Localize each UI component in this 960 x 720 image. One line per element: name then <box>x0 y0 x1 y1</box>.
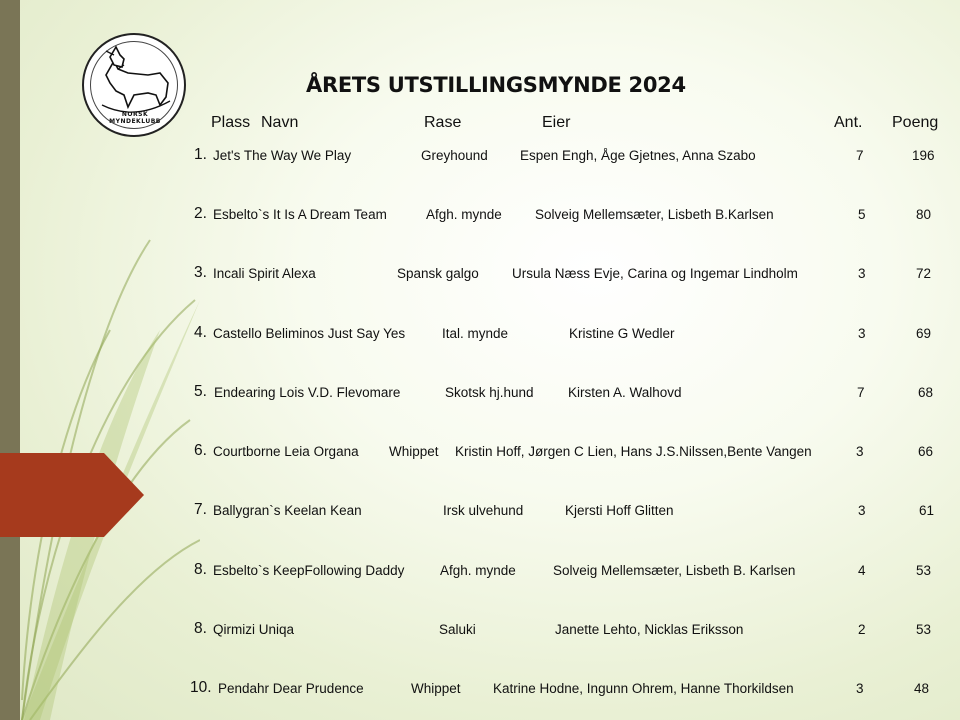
owner: Katrine Hodne, Ingunn Ohrem, Hanne Thorkildsen <box>493 681 794 696</box>
dog-name: Ballygran`s Keelan Kean <box>213 503 362 518</box>
count: 2 <box>858 622 866 637</box>
dog-name: Qirmizi Uniqa <box>213 622 295 637</box>
breed: Irsk ulvehund <box>443 503 524 518</box>
list-item <box>0 622 960 642</box>
breed: Afgh. mynde <box>426 207 502 222</box>
dog-name: Courtborne Leia Organa <box>213 444 359 459</box>
points: 80 <box>916 207 932 222</box>
count: 7 <box>857 385 865 400</box>
place-number: 3. <box>194 264 207 281</box>
count: 5 <box>858 207 866 222</box>
points: 69 <box>916 326 932 341</box>
list-item <box>0 681 960 701</box>
dog-name: Incali Spirit Alexa <box>213 266 316 281</box>
place-number: 6. <box>194 442 207 459</box>
points: 48 <box>914 681 930 696</box>
list-item <box>0 326 960 346</box>
points: 66 <box>918 444 934 459</box>
owner: Solveig Mellemsæter, Lisbeth B.Karlsen <box>535 207 774 222</box>
list-item <box>0 444 960 464</box>
place-number: 5. <box>194 383 207 400</box>
count: 7 <box>856 148 864 163</box>
list-item <box>0 148 960 168</box>
club-logo <box>82 33 186 137</box>
dog-name: Esbelto`s KeepFollowing Daddy <box>213 563 405 578</box>
header-rase: Rase <box>424 114 462 131</box>
count: 3 <box>858 266 866 281</box>
owner: Janette Lehto, Nicklas Eriksson <box>555 622 744 637</box>
count: 4 <box>858 563 866 578</box>
count: 3 <box>856 444 864 459</box>
count: 3 <box>856 681 864 696</box>
place-number: 10. <box>190 679 212 696</box>
breed: Ital. mynde <box>442 326 509 341</box>
list-item <box>0 503 960 523</box>
breed: Greyhound <box>421 148 488 163</box>
points: 196 <box>912 148 935 163</box>
dog-name: Jet's The Way We Play <box>213 148 352 163</box>
list-item <box>0 385 960 405</box>
page-title: ÅRETS UTSTILLINGSMYNDE 2024 <box>306 73 686 97</box>
owner: Kristin Hoff, Jørgen C Lien, Hans J.S.Nilssen,Bente Vangen <box>455 444 812 459</box>
header-poeng: Poeng <box>892 114 939 131</box>
owner: Kristine G Wedler <box>569 326 675 341</box>
list-item <box>0 207 960 227</box>
points: 53 <box>916 563 932 578</box>
header-navn: Navn <box>261 114 299 131</box>
breed: Whippet <box>411 681 461 696</box>
list-item <box>0 266 960 286</box>
logo-text: NORSK MYNDEKLUBB <box>109 111 161 125</box>
place-number: 4. <box>194 324 207 341</box>
owner: Kjersti Hoff Glitten <box>565 503 674 518</box>
place-number: 8. <box>194 561 207 578</box>
red-arrow-shape <box>0 453 150 537</box>
points: 61 <box>919 503 935 518</box>
place-number: 7. <box>194 501 207 518</box>
owner: Espen Engh, Åge Gjetnes, Anna Szabo <box>520 148 756 163</box>
breed: Afgh. mynde <box>440 563 516 578</box>
place-number: 2. <box>194 205 207 222</box>
points: 68 <box>918 385 934 400</box>
place-number: 8. <box>194 620 207 637</box>
owner: Kirsten A. Walhovd <box>568 385 682 400</box>
header-eier: Eier <box>542 114 571 131</box>
dog-name: Castello Beliminos Just Say Yes <box>213 326 406 341</box>
dog-name: Pendahr Dear Prudence <box>218 681 364 696</box>
header-plass: Plass <box>211 114 251 131</box>
owner: Solveig Mellemsæter, Lisbeth B. Karlsen <box>553 563 796 578</box>
place-number: 1. <box>194 146 207 163</box>
points: 72 <box>916 266 932 281</box>
breed: Spansk galgo <box>397 266 479 281</box>
breed: Whippet <box>389 444 439 459</box>
list-item <box>0 563 960 583</box>
dog-name: Endearing Lois V.D. Flevomare <box>214 385 401 400</box>
points: 53 <box>916 622 932 637</box>
header-ant: Ant. <box>834 114 863 131</box>
count: 3 <box>858 503 866 518</box>
breed: Skotsk hj.hund <box>445 385 534 400</box>
dog-name: Esbelto`s It Is A Dream Team <box>213 207 387 222</box>
count: 3 <box>858 326 866 341</box>
owner: Ursula Næss Evje, Carina og Ingemar Lindholm <box>512 266 798 281</box>
breed: Saluki <box>439 622 476 637</box>
